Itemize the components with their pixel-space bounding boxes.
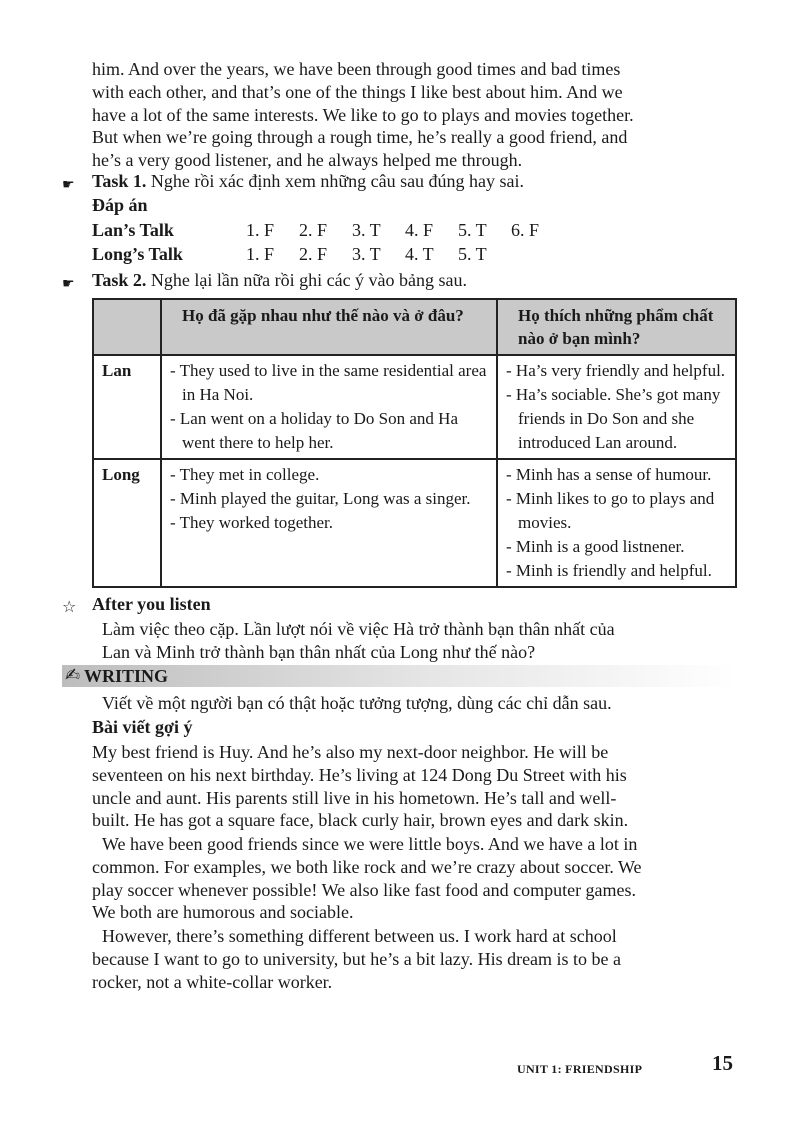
answer-value: 2. F <box>299 219 328 240</box>
page-number: 15 <box>712 1051 733 1075</box>
text-line: We both are humorous and sociable. <box>92 902 354 923</box>
table-row <box>93 355 736 459</box>
table-bullet: - Lan went on a holiday to Do Son and Ha went there to help her. <box>170 409 458 452</box>
text-line: rocker, not a white-collar worker. <box>92 971 333 992</box>
answer-value: 2. F <box>299 243 328 264</box>
answer-value: 3. T <box>352 243 381 264</box>
text-line: built. He has got a square face, black curly hair, brown eyes and dark skin. <box>92 810 629 831</box>
answer-row-long <box>92 242 692 266</box>
table-bullet: - Minh is a good listnener. <box>506 537 685 556</box>
task1-text: Nghe rồi xác định xem những câu sau đúng hay sai. <box>150 171 525 191</box>
task2-text: Nghe lại lần nữa rồi ghi các ý vào bảng sau. <box>150 270 468 290</box>
star-icon: ☆ <box>62 597 77 616</box>
answer-value: 5. T <box>458 219 487 240</box>
pencil-icon: ✍ <box>65 665 81 686</box>
intro-line: with each other, and that’s one of the things I like best about him. And we <box>92 81 623 102</box>
text-line: Lan và Minh trở thành bạn thân nhất của Long như thế nào? <box>102 641 536 662</box>
table-cell <box>161 459 497 587</box>
text-line: Làm việc theo cặp. Lần lượt nói về việc Hà trở thành bạn thân nhất của <box>102 619 615 639</box>
table-cell <box>161 355 497 459</box>
table-row-name: Lan <box>93 355 161 459</box>
text-line: However, there’s something different between us. I work hard at school <box>102 926 617 946</box>
sample-paragraph-3 <box>92 925 742 993</box>
sample-paragraph-2 <box>92 833 742 924</box>
footer-unit-title: UNIT 1: FRIENDSHIP <box>517 1062 643 1076</box>
table-bullet: - Minh is friendly and helpful. <box>506 561 712 580</box>
answer-row-lan <box>92 218 692 242</box>
table-row <box>93 459 736 587</box>
table-bullet: - They worked together. <box>170 513 334 532</box>
table-bullet: - Minh likes to go to plays and movies. <box>506 489 715 532</box>
pointing-hand-icon: ☛ <box>62 177 75 193</box>
table-cell <box>497 355 736 459</box>
task2-line <box>92 269 467 292</box>
intro-line: have a lot of the same interests. We like to go to plays and movies together. <box>92 104 634 125</box>
answer-value: 4. F <box>405 219 434 240</box>
table-bullet: - Ha’s sociable. She’s got many friends in Do Son and she introduced Lan around. <box>506 385 721 452</box>
table-bullet: - Ha’s very friendly and helpful. <box>506 361 726 380</box>
answer-value: 3. T <box>352 219 381 240</box>
intro-line: But when we’re going through a rough time, he’s really a good friend, and <box>92 127 628 148</box>
table-corner-cell <box>93 299 161 355</box>
text-line: seventeen on his next birthday. He’s living at 124 Dong Du Street with his <box>92 764 627 785</box>
text-line: play soccer whenever possible! We also like fast food and computer games. <box>92 879 637 900</box>
intro-paragraph <box>92 58 742 172</box>
table-bullet: - Minh has a sense of humour. <box>506 465 712 484</box>
writing-instruction: Viết về một người bạn có thật hoặc tưởng tượng, dùng các chỉ dẫn sau. <box>102 693 612 713</box>
answer-row-label: Lan’s Talk <box>92 219 174 240</box>
after-listen-text <box>102 618 752 664</box>
task2-label: Task 2. <box>92 270 147 290</box>
table-bullet: - Minh played the guitar, Long was a singer. <box>170 489 471 508</box>
answer-value: 4. T <box>405 243 434 264</box>
table-bullet: - They used to live in the same residential area in Ha Noi. <box>170 361 487 404</box>
intro-line: he’s a very good listener, and he always helped me through. <box>92 150 523 171</box>
answer-value: 6. F <box>511 219 540 240</box>
table-header-row <box>93 299 736 355</box>
text-line: We have been good friends since we were little boys. And we have a lot in <box>102 834 638 854</box>
answer-heading: Đáp án <box>92 195 148 215</box>
writing-section-bar <box>62 665 738 687</box>
table-cell <box>497 459 736 587</box>
writing-title: WRITING <box>84 666 169 686</box>
text-line: uncle and aunt. His parents still live in his hometown. He’s tall and well- <box>92 787 617 808</box>
task1-line <box>92 170 524 193</box>
task1-label: Task 1. <box>92 171 147 191</box>
intro-line: him. And over the years, we have been through good times and bad times <box>92 59 621 79</box>
table-header: Họ thích những phẩm chất nào ở bạn mình? <box>497 299 736 355</box>
text-line: because I want to go to university, but he’s a bit lazy. His dream is to be a <box>92 948 622 969</box>
answer-value: 1. F <box>246 243 275 264</box>
answer-key <box>92 218 692 266</box>
after-listen-title: After you listen <box>92 594 211 614</box>
table-row-name: Long <box>93 459 161 587</box>
table-header: Họ đã gặp nhau như thế nào và ở đâu? <box>161 299 497 355</box>
sample-heading: Bài viết gợi ý <box>92 717 193 737</box>
text-line: My best friend is Huy. And he’s also my next-door neighbor. He will be <box>92 742 609 762</box>
sample-paragraph-1 <box>92 741 742 832</box>
answer-row-label: Long’s Talk <box>92 243 183 264</box>
text-line: common. For examples, we both like rock and we’re crazy about soccer. We <box>92 856 642 877</box>
friendship-table <box>92 298 737 588</box>
pointing-hand-icon: ☛ <box>62 276 75 292</box>
table-bullet: - They met in college. <box>170 465 320 484</box>
answer-value: 5. T <box>458 243 487 264</box>
answer-value: 1. F <box>246 219 275 240</box>
